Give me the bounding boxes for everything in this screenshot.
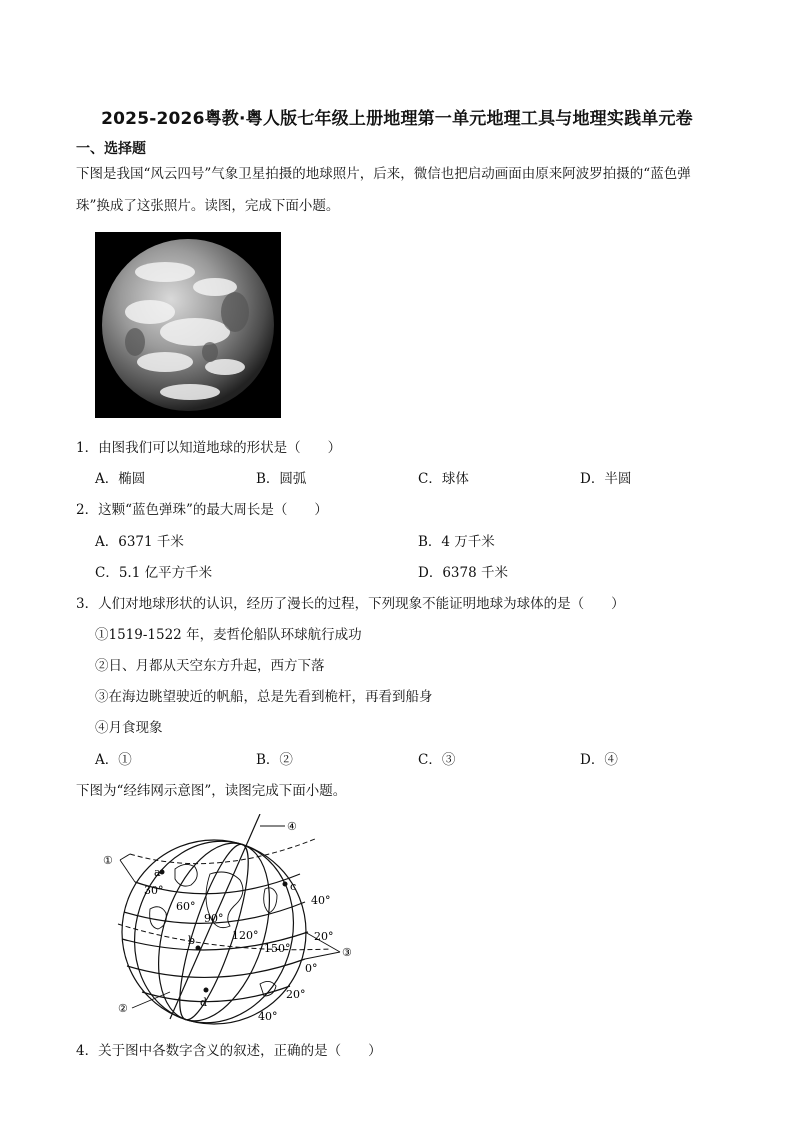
point-label-b: b xyxy=(188,934,196,947)
q3-option-a[interactable]: A．① xyxy=(95,752,132,768)
lat-label-20n: 20° xyxy=(314,930,334,943)
q1-option-b[interactable]: B．圆弧 xyxy=(256,471,307,487)
lon-label-90: 90° xyxy=(204,912,224,925)
figure-label-3: ③ xyxy=(342,946,352,959)
question-1-stem: 1．由图我们可以知道地球的形状是（ ） xyxy=(76,440,342,456)
lat-label-40s: 40° xyxy=(258,1010,278,1023)
question-3-stem: 3．人们对地球形状的认识，经历了漫长的过程，下列现象不能证明地球为球体的是（ ） xyxy=(76,596,625,612)
q2-option-c[interactable]: C．5.1 亿平方千米 xyxy=(95,565,213,581)
q2-option-a[interactable]: A．6371 千米 xyxy=(95,534,184,550)
figure-label-4: ④ xyxy=(287,820,297,833)
q3-item-4: ④月食现象 xyxy=(95,720,163,736)
q1-option-c[interactable]: C．球体 xyxy=(418,471,469,487)
lon-label-150: 150° xyxy=(264,942,291,955)
question-4-stem: 4．关于图中各数字含义的叙述，正确的是（ ） xyxy=(76,1043,382,1059)
q3-option-b[interactable]: B．② xyxy=(256,752,293,768)
globe-outline xyxy=(122,840,306,1024)
question-2-stem: 2．这颗“蓝色弹珠”的最大周长是（ ） xyxy=(76,502,328,518)
q3-option-c[interactable]: C．③ xyxy=(418,752,456,768)
lat-label-0: 0° xyxy=(305,962,318,975)
intro-line-2: 珠”换成了这张照片。读图，完成下面小题。 xyxy=(76,198,340,214)
q3-item-2: ②日、月都从天空东方升起，西方下落 xyxy=(95,658,325,674)
intro-line-1: 下图是我国“风云四号”气象卫星拍摄的地球照片，后来，微信也把启动画面由原来阿波罗拍摄的“蓝色弹 xyxy=(76,166,691,182)
q2-option-b[interactable]: B．4 万千米 xyxy=(418,534,495,550)
q1-option-d[interactable]: D．半圆 xyxy=(580,471,632,487)
point-label-d: d xyxy=(200,996,208,1009)
q3-option-d[interactable]: D．④ xyxy=(580,752,618,768)
page-title: 2025-2026粤教·粤人版七年级上册地理第一单元地理工具与地理实践单元卷 xyxy=(101,109,693,129)
lat-label-20s: 20° xyxy=(286,988,306,1001)
q3-item-3: ③在海边眺望驶近的帆船，总是先看到桅杆，再看到船身 xyxy=(95,689,433,705)
figure-label-1: ① xyxy=(103,854,113,867)
point-label-a: a xyxy=(154,866,161,879)
q2-option-d[interactable]: D．6378 千米 xyxy=(418,565,508,581)
intro-2: 下图为“经纬网示意图”，读图完成下面小题。 xyxy=(76,783,347,799)
lat-label-30: 30° xyxy=(144,884,164,897)
earth-photo xyxy=(95,232,281,418)
lat-label-60: 60° xyxy=(176,900,196,913)
lat-label-40n: 40° xyxy=(311,894,331,907)
q3-item-1: ①1519-1522 年，麦哲伦船队环球航行成功 xyxy=(95,627,362,643)
point-label-c: c xyxy=(290,880,297,893)
lon-label-120: 120° xyxy=(232,929,259,942)
section-heading: 一、选择题 xyxy=(76,141,146,157)
graticule-diagram xyxy=(100,814,370,1033)
figure-label-2: ② xyxy=(118,1002,128,1015)
q1-option-a[interactable]: A．椭圆 xyxy=(95,471,146,487)
